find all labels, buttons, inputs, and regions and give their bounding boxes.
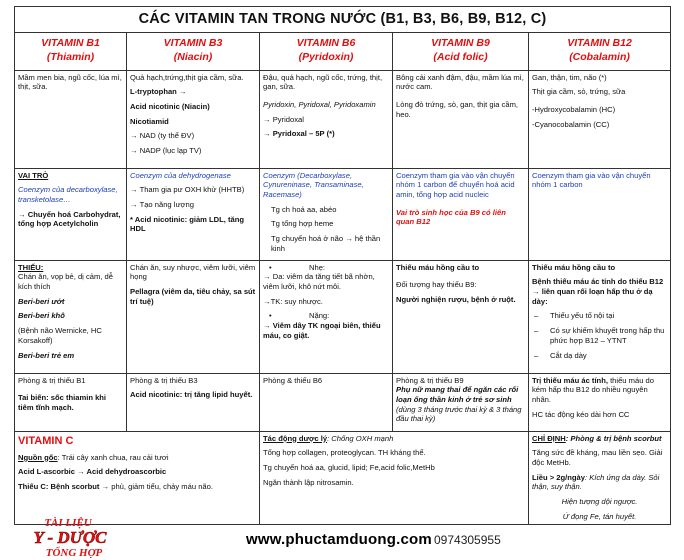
deficiency-b1: THIẾU: Chán ăn, vọp bẻ, dị cảm, dễ kích thích Beri-beri ướt Beri-beri khô (Bệnh não Wernicke, HC Korsakoff) Beri-beri trẻ em — [15, 260, 127, 373]
deficiency-b9: Thiếu máu hồng cầu to Đối tượng hay thiếu B9: Người nghiện rượu, bệnh ở ruột. — [393, 260, 529, 373]
deficiency-b12: Thiếu máu hồng cầu to Bệnh thiếu máu ác tính do thiếu B12 → liên quan rối loạn hấp thu ở dạ dày: – Thiếu yếu tố nội tại – Có sự khiếm khuyết trong hấp thu phức hợp B12 – YTNT – Cắt dạ dày — [529, 260, 671, 373]
vitc-title: VITAMIN C — [18, 434, 74, 447]
source-b12: Gan, thận, tim, não (*) Thịt gia cầm, sò, trứng, sữa -Hydroxycobalamin (HC) -Cyanocobalamin (CC) — [529, 70, 671, 168]
source-b3: Quả hạch,trứng,thịt gia cầm, sữa. L-tryptophan → Acid nicotinic (Niacin) Nicotiamid → NAD (ty thể ĐV) → NADP (lục lạp TV) — [127, 70, 260, 168]
treatment-row — [15, 373, 671, 431]
logo-line-3: TỔNG HỢP — [45, 547, 103, 558]
mild-bullet: • Nhẹ: — [263, 263, 389, 273]
source-b9: Bông cải xanh đậm, đậu, mầm lúa mì, nước cam. Lòng đỏ trứng, sò, gan, thịt gia cầm, heo. — [393, 70, 529, 168]
role-b1: VAI TRÒ Coenzym của decarboxylase, transketolase… → Chuyển hoá Carbohydrat, tổng hợp Acetylcholin — [15, 168, 127, 260]
source-b6: Đậu, quả hạch, ngũ cốc, trứng, thịt, gan, sữa. Pyridoxin, Pyridoxal, Pyridoxamin → Pyridoxal → Pyridoxal – 5P (*) — [260, 70, 393, 168]
header-b1: VITAMIN B1 (Thiamin) — [15, 32, 127, 70]
vitc-source: VITAMIN C Nguồn gốc: Trái cây xanh chua, rau cải tươi Acid L-ascorbic → Acid dehydroascorbic Thiếu C: Bệnh scorbut → phù, giảm tiểu, chảy máu não. — [15, 431, 260, 524]
header-b3: VITAMIN B3 (Niacin) — [127, 32, 260, 70]
vitamin-c-row — [15, 431, 671, 524]
deficiency-b6: • Nhẹ: → Da: viêm da tăng tiết bã nhờn, viêm lưỡi, khô nứt môi. →TK: suy nhược. • Nặng: → Viêm dây TK ngoại biên, thiếu máu, co giật. — [260, 260, 393, 373]
header-row — [15, 32, 671, 70]
treatment-b1: Phòng & trị thiếu B1 Tai biến: sốc thiamin khi tiêm tĩnh mạch. — [15, 373, 127, 431]
treatment-b9: Phòng & trị thiếu B9 Phụ nữ mang thai để ngăn các rối loạn ống thần kinh ở trẻ sơ sinh (dùng 3 tháng trước thai kỳ & 3 tháng đầu thai kỳ) — [393, 373, 529, 431]
treatment-b12: Trị thiếu máu ác tính, thiếu máu do kém hấp thu B12 do nhiều nguyên nhân. HC tác động kéo dài hơn CC — [529, 373, 671, 431]
vitc-indication: CHỈ ĐỊNH: Phòng & trị bệnh scorbut Tăng sức đề kháng, mau liền sẹo. Giải độc MetHb. Liều > 2g/ngày: Kích ứng da dày. Sỏi thận, suy thận. Hiện tượng dội ngược. Ứ đọng Fe, tán huyết. — [529, 431, 671, 524]
header-b6: VITAMIN B6 (Pyridoxin) — [260, 32, 393, 70]
logo-line-2: Y - DƯỢC — [33, 528, 107, 547]
page-title: CÁC VITAMIN TAN TRONG NƯỚC (B1, B3, B6, B9, B12, C) — [15, 7, 671, 33]
vitamin-sheet — [14, 6, 670, 525]
severe-bullet: • Nặng: — [263, 311, 389, 321]
website-url[interactable]: www.phuctamduong.com — [246, 531, 432, 548]
header-b12: VITAMIN B12 (Cobalamin) — [529, 32, 671, 70]
role-b6: Coenzym (Decarboxylase, Cynureninase, Transaminase, Racemase) Tg ch hoá aa, abéo Tg tổng hợp heme Tg chuyển hoá ở não → hệ thần kinh — [260, 168, 393, 260]
deficiency-b3: Chán ăn, suy nhược, viêm lưỡi, viêm họng Pellagra (viêm da, tiêu chảy, sa sút trí tuệ) — [127, 260, 260, 373]
treatment-b6: Phòng & thiếu B6 — [260, 373, 393, 431]
brand-logo — [10, 514, 160, 558]
phone-number: 0974305955 — [434, 533, 501, 547]
role-row — [15, 168, 671, 260]
footer — [0, 512, 684, 560]
header-b9: VITAMIN B9 (Acid folic) — [393, 32, 529, 70]
deficiency-row — [15, 260, 671, 373]
role-b12: Coenzym tham gia vào vận chuyển nhóm 1 carbon — [529, 168, 671, 260]
logo-line-1: TÀI LIỆU — [44, 517, 92, 529]
treatment-b3: Phòng & trị thiếu B3 Acid nicotinic: trị tăng lipid huyết. — [127, 373, 260, 431]
source-b1: Mầm men bia, ngũ cốc, lúa mì, thịt, sữa. — [15, 70, 127, 168]
vitamin-table — [14, 6, 671, 525]
role-b3: Coenzym của dehydrogenase → Tham gia pư OXH khử (HHTB) → Tạo năng lượng * Acid nicotinic: giảm LDL, tăng HDL — [127, 168, 260, 260]
source-row — [15, 70, 671, 168]
vitc-effect: Tác động dược lý: Chống OXH mạnh Tổng hợp collagen, proteoglycan. TH kháng thể. Tg chuyển hoá aa, glucid, lipid; Fe,acid folic,MetHb Ngăn thành lập nitrosamin. — [260, 431, 529, 524]
role-b9: Coenzym tham gia vào vận chuyển nhóm 1 carbon để chuyển hoá acid amin, tổng hợp acid nucleic Vai trò sinh học của B9 có liên quan B12 — [393, 168, 529, 260]
